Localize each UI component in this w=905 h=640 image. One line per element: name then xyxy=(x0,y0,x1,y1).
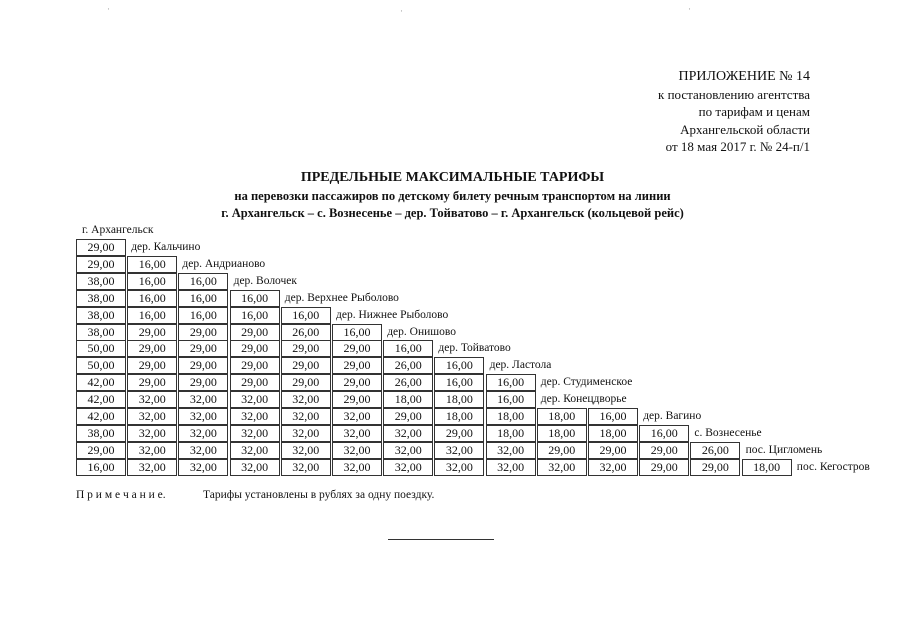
fare-cell: 50,00 xyxy=(76,340,126,357)
fare-cell: 29,00 xyxy=(434,425,484,442)
appendix-line: от 18 мая 2017 г. № 24-п/1 xyxy=(665,139,810,154)
stop-label: дер. Волочек xyxy=(233,274,297,287)
fare-cell: 32,00 xyxy=(178,408,228,425)
fare-cell: 29,00 xyxy=(537,442,587,459)
fare-cell: 16,00 xyxy=(639,425,689,442)
appendix-header xyxy=(658,68,810,156)
fare-cell: 29,00 xyxy=(588,442,638,459)
stop-label: дер. Андрианово xyxy=(182,257,266,270)
note-label: П р и м е ч а н и е. xyxy=(76,489,166,501)
fare-cell: 32,00 xyxy=(434,459,484,476)
fare-cell: 16,00 xyxy=(178,273,228,290)
fare-cell: 16,00 xyxy=(178,290,228,307)
fare-cell: 16,00 xyxy=(178,307,228,324)
fare-cell: 26,00 xyxy=(383,374,433,391)
appendix-line: к постановлению агентства xyxy=(658,86,810,102)
fare-cell: 38,00 xyxy=(76,290,126,307)
stop-label: с. Вознесенье xyxy=(694,426,762,439)
stop-label: пос. Кегостров xyxy=(796,460,870,473)
fare-cell: 16,00 xyxy=(332,324,382,341)
fare-cell: 32,00 xyxy=(332,442,382,459)
fare-cell: 16,00 xyxy=(127,307,177,324)
fare-cell: 32,00 xyxy=(127,425,177,442)
fare-cell: 29,00 xyxy=(127,357,177,374)
fare-cell: 18,00 xyxy=(537,425,587,442)
fare-cell: 29,00 xyxy=(639,459,689,476)
fare-cell: 32,00 xyxy=(383,442,433,459)
fare-cell: 32,00 xyxy=(332,425,382,442)
fare-cell: 32,00 xyxy=(537,459,587,476)
fare-cell: 16,00 xyxy=(76,459,126,476)
fare-cell: 32,00 xyxy=(127,408,177,425)
fare-cell: 29,00 xyxy=(332,374,382,391)
fare-cell: 32,00 xyxy=(383,459,433,476)
fare-cell: 38,00 xyxy=(76,307,126,324)
fare-cell: 29,00 xyxy=(178,324,228,341)
fare-cell: 16,00 xyxy=(281,307,331,324)
fare-cell: 29,00 xyxy=(230,324,280,341)
fare-cell: 32,00 xyxy=(486,442,536,459)
stop-label: дер. Онишово xyxy=(387,325,456,338)
fare-cell: 32,00 xyxy=(230,391,280,408)
divider-line xyxy=(388,539,494,540)
fare-cell: 29,00 xyxy=(639,442,689,459)
fare-cell: 26,00 xyxy=(383,357,433,374)
fare-cell: 29,00 xyxy=(383,408,433,425)
fare-cell: 16,00 xyxy=(486,374,536,391)
fare-cell: 32,00 xyxy=(281,408,331,425)
stop-label: дер. Конецдворье xyxy=(540,393,627,406)
fare-cell: 16,00 xyxy=(434,374,484,391)
fare-cell: 32,00 xyxy=(230,459,280,476)
fare-cell: 29,00 xyxy=(178,357,228,374)
fare-cell: 18,00 xyxy=(588,425,638,442)
fare-cell: 29,00 xyxy=(127,324,177,341)
fare-cell: 42,00 xyxy=(76,374,126,391)
fare-cell: 29,00 xyxy=(230,340,280,357)
fare-cell: 32,00 xyxy=(486,459,536,476)
fare-cell: 18,00 xyxy=(486,408,536,425)
fare-cell: 50,00 xyxy=(76,357,126,374)
fare-cell: 29,00 xyxy=(281,357,331,374)
fare-cell: 38,00 xyxy=(76,324,126,341)
fare-cell: 42,00 xyxy=(76,391,126,408)
route-title: г. Архангельск – с. Вознесенье – дер. Тойватово – г. Архангельск (кольцевой рейс) xyxy=(221,206,684,220)
fare-cell: 29,00 xyxy=(281,340,331,357)
appendix-number: ПРИЛОЖЕНИЕ № 14 xyxy=(678,69,810,84)
fare-cell: 29,00 xyxy=(76,442,126,459)
stop-label: дер. Вагино xyxy=(643,410,702,422)
appendix-line: Архангельской области xyxy=(680,121,810,137)
fare-cell: 32,00 xyxy=(178,442,228,459)
appendix-line: по тарифам и ценам xyxy=(698,104,810,119)
fare-cell: 32,00 xyxy=(178,391,228,408)
fare-cell: 29,00 xyxy=(332,357,382,374)
fare-cell: 32,00 xyxy=(178,425,228,442)
fare-cell: 16,00 xyxy=(486,391,536,408)
fare-cell: 42,00 xyxy=(76,408,126,425)
scan-speck: · xyxy=(688,4,691,14)
fare-cell: 16,00 xyxy=(383,340,433,357)
fare-cell: 29,00 xyxy=(127,340,177,357)
fare-cell: 32,00 xyxy=(332,459,382,476)
fare-cell: 29,00 xyxy=(281,374,331,391)
fare-cell: 29,00 xyxy=(332,340,382,357)
stop-label: дер. Студименское xyxy=(540,376,633,389)
fare-cell: 16,00 xyxy=(230,307,280,324)
fare-cell: 32,00 xyxy=(178,459,228,476)
note-text: Тарифы установлены в рублях за одну поездку. xyxy=(203,489,435,501)
fare-cell: 29,00 xyxy=(230,357,280,374)
stop-label: дер. Верхнее Рыболово xyxy=(284,291,399,304)
fare-cell: 32,00 xyxy=(281,442,331,459)
stop-label: пос. Цигломень xyxy=(745,443,823,456)
fare-cell: 18,00 xyxy=(434,408,484,425)
fare-cell: 32,00 xyxy=(588,459,638,476)
fare-cell: 32,00 xyxy=(230,442,280,459)
stop-label: дер. Ластола xyxy=(489,359,552,372)
fare-cell: 32,00 xyxy=(434,442,484,459)
fare-cell: 32,00 xyxy=(127,391,177,408)
origin-label: г. Архангельск xyxy=(82,224,154,236)
stop-label: дер. Кальчино xyxy=(131,241,201,253)
fare-cell: 29,00 xyxy=(76,239,126,256)
fare-cell: 18,00 xyxy=(434,391,484,408)
fare-cell: 18,00 xyxy=(383,391,433,408)
scan-speck: · xyxy=(400,6,403,16)
scan-speck: · xyxy=(107,4,110,14)
fare-cell: 29,00 xyxy=(690,459,740,476)
fare-cell: 29,00 xyxy=(332,391,382,408)
document-title: ПРЕДЕЛЬНЫЕ МАКСИМАЛЬНЫЕ ТАРИФЫ xyxy=(300,170,605,185)
fare-cell: 32,00 xyxy=(230,408,280,425)
fare-cell: 29,00 xyxy=(76,256,126,273)
fare-cell: 29,00 xyxy=(178,340,228,357)
stop-label: дер. Нижнее Рыболово xyxy=(336,308,449,321)
fare-cell: 29,00 xyxy=(127,374,177,391)
fare-cell: 29,00 xyxy=(230,374,280,391)
fare-cell: 16,00 xyxy=(127,256,177,273)
fare-cell: 32,00 xyxy=(127,442,177,459)
fare-cell: 32,00 xyxy=(281,459,331,476)
stop-label: дер. Тойватово xyxy=(438,342,511,355)
fare-cell: 29,00 xyxy=(178,374,228,391)
fare-cell: 32,00 xyxy=(281,391,331,408)
fare-cell: 16,00 xyxy=(230,290,280,307)
fare-cell: 26,00 xyxy=(690,442,740,459)
fare-cell: 16,00 xyxy=(127,290,177,307)
fare-cell: 38,00 xyxy=(76,273,126,290)
fare-cell: 18,00 xyxy=(486,425,536,442)
fare-cell: 32,00 xyxy=(127,459,177,476)
fare-cell: 32,00 xyxy=(230,425,280,442)
fare-cell: 32,00 xyxy=(332,408,382,425)
fare-cell: 32,00 xyxy=(383,425,433,442)
fare-cell: 18,00 xyxy=(742,459,792,476)
document-subtitle: на перевозки пассажиров по детскому билету речным транспортом на линии xyxy=(234,189,671,203)
fare-cell: 16,00 xyxy=(127,273,177,290)
fare-cell: 26,00 xyxy=(281,324,331,341)
fare-cell: 16,00 xyxy=(588,408,638,425)
fare-cell: 32,00 xyxy=(281,425,331,442)
fare-cell: 16,00 xyxy=(434,357,484,374)
fare-cell: 38,00 xyxy=(76,425,126,442)
fare-cell: 18,00 xyxy=(537,408,587,425)
